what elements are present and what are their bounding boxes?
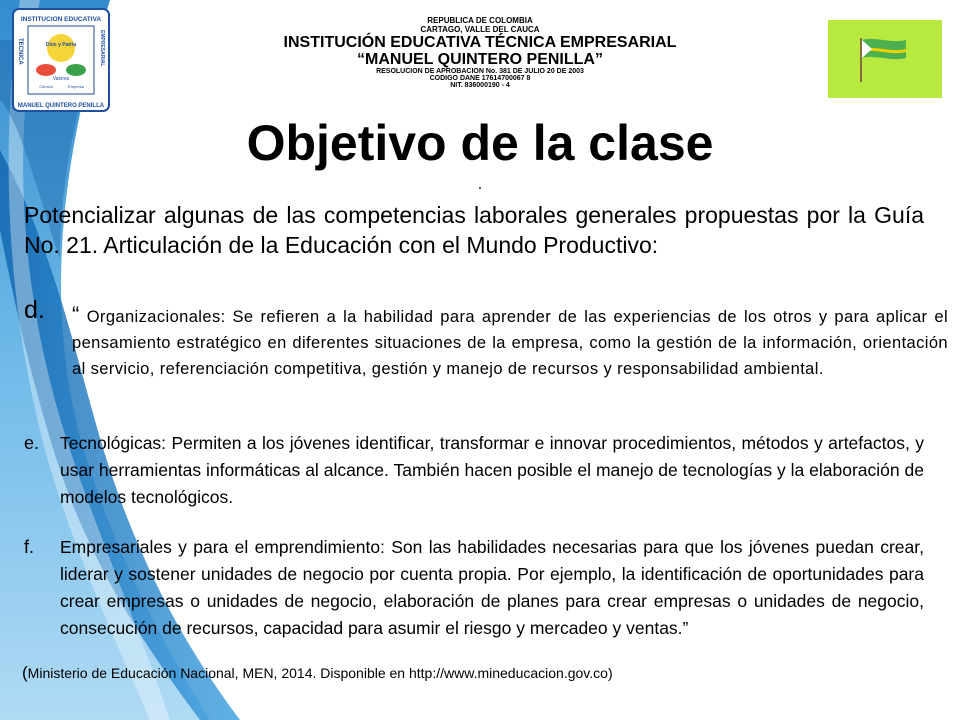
item-letter: e. xyxy=(24,433,40,453)
country-line: REPUBLICA DE COLOMBIA xyxy=(427,16,533,25)
item-text xyxy=(72,302,948,382)
item-e-text: Tecnológicas: Permiten a los jóvenes identificar, transformar e innovar procedimientos, métodos y artefactos, y usar herramientas informáticas al alcance. También hacen posible el manejo de tecnologías y la elaboración de modelos tecnológicos. xyxy=(60,433,924,507)
slide-title: Objetivo de la clase xyxy=(246,115,714,171)
citation xyxy=(22,664,922,682)
logo-motto-text: Dios y Patria xyxy=(45,42,77,48)
logo-company-text: Empresa xyxy=(67,84,85,89)
resolution-line: RESOLUCION DE APROBACION No. 381 DE JULIO 20 DE 2003 xyxy=(376,68,584,75)
logo-emblem-icon xyxy=(12,8,110,112)
objective-intro: Potencializar algunas de las competencias laborales generales propuestas por la Guía No. 21. Articulación de la Educación con el Mundo Productivo: xyxy=(24,202,924,258)
municipal-flag xyxy=(828,20,942,98)
city-line: CARTAGO, VALLE DEL CAUCA xyxy=(420,25,540,34)
citation-text: Ministerio de Educación Nacional, MEN, 2014. Disponible en http://www.mineducacion.gov.co) xyxy=(27,665,613,681)
item-f-text: Empresariales y para el emprendimiento: Son las habilidades necesarias para que los jóvenes puedan crear, liderar y sostener unidades de negocio por cuenta propia. Por ejemplo, la identificación de oportunidades para crear empresas o unidades de negocio, elaboración de planes para crear empresas o unidades de negocio, consecución de recursos, capacidad para asumir el riesgo y mercadeo y ventas.” xyxy=(60,537,924,638)
nit-line: NIT. 836000190 - 4 xyxy=(450,82,510,89)
title-dot: . xyxy=(477,176,483,193)
item-d-text: Organizacionales: Se refieren a la habilidad para aprender de las experiencias de los otros y para aplicar el pensamiento estratégico en diferentes situaciones de la empresa, como la gestión de la información, orientación al servicio, referenciación competitiva, gestión y manejo de recursos y responsabilidad ambiental. xyxy=(72,308,949,378)
logo-values-text: Valores xyxy=(52,76,70,82)
item-letter: d. xyxy=(24,296,45,324)
flag-icon xyxy=(828,20,942,98)
institution-header xyxy=(200,16,760,89)
open-quote: “ xyxy=(72,302,80,327)
citation-paren: ( xyxy=(22,663,28,682)
logo-bottom-text: MANUEL QUINTERO PENILLA xyxy=(17,103,105,109)
institution-patron: “MANUEL QUINTERO PENILLA” xyxy=(357,51,603,68)
dane-line: CODIGO DANE 17614700067 8 xyxy=(429,75,531,82)
logo-left-text: TECNICA xyxy=(17,38,23,65)
institution-name: INSTITUCIÓN EDUCATIVA TÉCNICA EMPRESARIAL xyxy=(283,34,677,51)
logo-right-text: EMPRESARIAL xyxy=(99,30,105,67)
institution-logo xyxy=(12,8,110,112)
item-letter: f. xyxy=(24,537,35,557)
logo-top-text: INSTITUCION EDUCATIVA xyxy=(20,16,102,23)
logo-science-text: Ciencia xyxy=(39,84,53,89)
